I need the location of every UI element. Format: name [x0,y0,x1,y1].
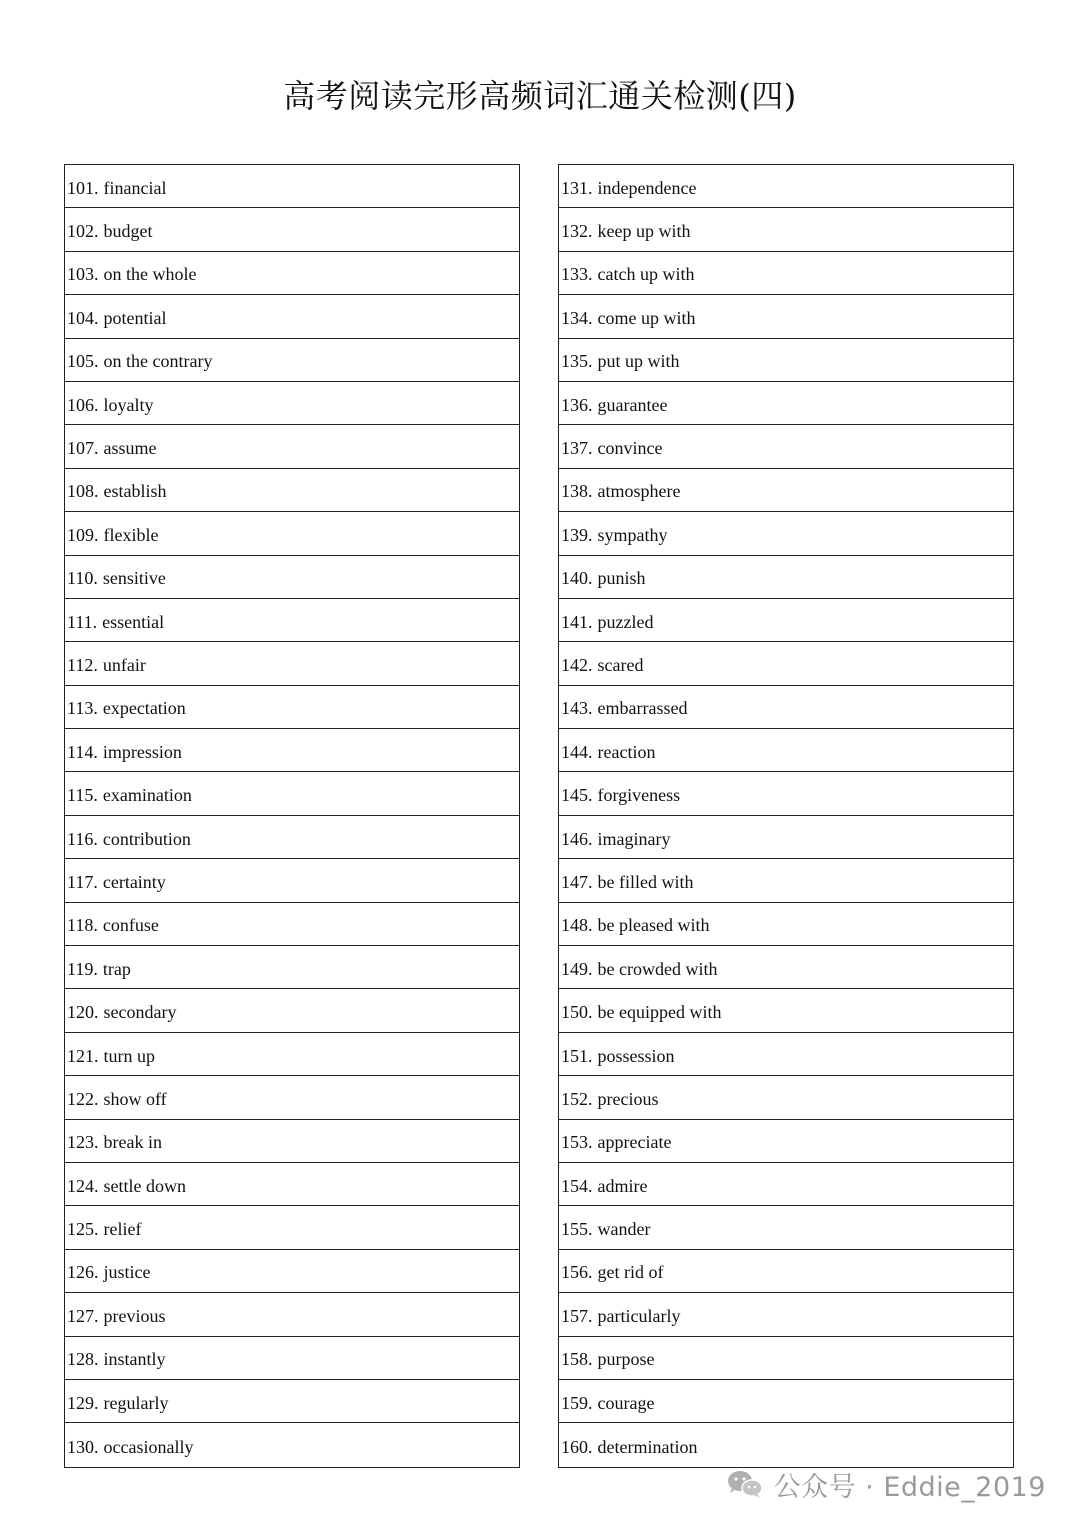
vocab-word: expectation [102,698,186,719]
vocab-number: 105. [67,351,99,372]
vocab-row [559,1076,1013,1119]
vocab-number: 122. [67,1088,99,1109]
vocab-number: 132. [561,221,593,242]
vocab-number: 155. [561,1219,593,1240]
vocab-word: be equipped with [597,1002,722,1023]
vocab-number: 106. [67,394,99,415]
vocab-number: 127. [67,1305,99,1326]
vocab-number: 112. [67,654,98,675]
vocab-word: assume [103,438,157,459]
vocab-number: 142. [561,654,593,675]
vocab-row [559,642,1013,685]
vocab-row [65,1033,519,1076]
vocab-row [65,208,519,251]
vocab-word: justice [103,1262,151,1283]
vocab-row [559,165,1013,208]
vocab-number: 156. [561,1262,593,1283]
vocab-row [65,252,519,295]
vocab-row [559,208,1013,251]
vocab-row [559,772,1013,815]
vocab-row [559,599,1013,642]
vocab-row [559,295,1013,338]
vocab-number: 117. [67,871,98,892]
vocab-word: potential [103,307,167,328]
vocab-word: instantly [103,1349,166,1370]
vocab-row [559,382,1013,425]
vocab-number: 160. [561,1436,593,1457]
vocab-number: 125. [67,1219,99,1240]
vocab-word: admire [597,1175,648,1196]
vocab-row [65,1076,519,1119]
vocab-word: be pleased with [597,915,710,936]
vocab-number: 101. [67,177,99,198]
vocab-row [559,1423,1013,1466]
page-title: 高考阅读完形高频词汇通关检测(四) [283,77,797,115]
vocab-row [65,599,519,642]
vocab-number: 159. [561,1392,593,1413]
vocab-word: precious [597,1088,659,1109]
vocab-number: 104. [67,307,99,328]
vocabulary-table-right [558,164,1014,1468]
vocab-word: come up with [597,307,696,328]
vocab-number: 111. [67,611,98,632]
vocab-word: previous [103,1305,166,1326]
vocab-row [65,1423,519,1466]
vocab-row [559,339,1013,382]
vocab-word: unfair [102,654,146,675]
vocab-number: 102. [67,221,99,242]
vocab-number: 107. [67,438,99,459]
vocab-word: settle down [103,1175,186,1196]
vocab-number: 134. [561,307,593,328]
vocab-word: establish [103,481,167,502]
vocab-row [65,556,519,599]
vocab-word: get rid of [597,1262,664,1283]
vocab-word: confuse [102,915,159,936]
vocab-number: 128. [67,1349,99,1370]
vocab-row [65,1293,519,1336]
vocab-word: budget [103,221,153,242]
vocab-row [65,382,519,425]
vocab-word: loyalty [103,394,154,415]
vocab-row [559,1250,1013,1293]
vocab-number: 121. [67,1045,99,1066]
vocab-word: convince [597,438,663,459]
vocab-number: 114. [67,741,98,762]
vocab-word: embarrassed [597,698,688,719]
vocab-number: 153. [561,1132,593,1153]
vocab-number: 123. [67,1132,99,1153]
vocab-word: be filled with [597,871,694,892]
vocab-row [65,165,519,208]
vocab-word: be crowded with [597,958,718,979]
vocab-number: 148. [561,915,593,936]
vocab-word: punish [597,568,646,589]
vocab-row [559,1163,1013,1206]
vocab-row [559,556,1013,599]
vocab-number: 139. [561,524,593,545]
watermark [726,1464,1046,1504]
vocab-word: contribution [102,828,191,849]
vocab-number: 133. [561,264,593,285]
vocab-number: 141. [561,611,593,632]
vocab-row [65,729,519,772]
vocab-row [559,946,1013,989]
vocab-word: determination [597,1436,698,1457]
vocab-row [559,512,1013,555]
vocab-row [65,1206,519,1249]
vocab-number: 119. [67,958,98,979]
vocab-row [559,686,1013,729]
vocab-row [559,816,1013,859]
vocab-word: forgiveness [597,785,681,806]
vocab-word: reaction [597,741,656,762]
vocab-word: secondary [103,1002,177,1023]
vocab-word: scared [597,654,644,675]
vocab-row [65,1163,519,1206]
vocab-number: 158. [561,1349,593,1370]
vocab-number: 110. [67,568,98,589]
vocab-word: show off [103,1088,167,1109]
vocab-word: impression [102,741,182,762]
vocab-word: purpose [597,1349,655,1370]
vocab-number: 129. [67,1392,99,1413]
vocab-number: 151. [561,1045,593,1066]
vocab-row [65,1380,519,1423]
vocab-word: courage [597,1392,655,1413]
vocab-number: 150. [561,1002,593,1023]
vocab-number: 152. [561,1088,593,1109]
vocab-row [559,903,1013,946]
vocab-row [65,295,519,338]
vocab-number: 124. [67,1175,99,1196]
vocab-row [559,469,1013,512]
vocab-row [65,1250,519,1293]
vocab-number: 118. [67,915,98,936]
vocab-number: 144. [561,741,593,762]
wechat-icon [726,1469,764,1499]
vocab-row [559,1120,1013,1163]
vocab-row [559,252,1013,295]
vocab-word: essential [102,611,165,632]
vocab-number: 137. [561,438,593,459]
vocab-number: 126. [67,1262,99,1283]
vocab-word: keep up with [597,221,691,242]
vocab-number: 130. [67,1436,99,1457]
vocab-row [65,512,519,555]
vocab-number: 113. [67,698,98,719]
vocab-row [559,1293,1013,1336]
vocab-number: 120. [67,1002,99,1023]
vocab-word: financial [103,177,167,198]
vocab-word: relief [103,1219,142,1240]
vocab-word: possession [597,1045,675,1066]
vocab-number: 147. [561,871,593,892]
vocab-row [65,339,519,382]
vocab-word: put up with [597,351,680,372]
vocab-word: sensitive [102,568,166,589]
vocab-number: 108. [67,481,99,502]
watermark-text: 公众号 · Eddie_2019 [773,1471,1046,1503]
vocab-number: 146. [561,828,593,849]
vocab-row [559,859,1013,902]
vocab-row [65,469,519,512]
vocab-number: 116. [67,828,98,849]
vocab-row [559,989,1013,1032]
vocab-row [65,686,519,729]
vocab-word: flexible [103,524,159,545]
vocabulary-table-left [64,164,520,1468]
vocab-number: 138. [561,481,593,502]
vocab-row [65,989,519,1032]
vocab-word: appreciate [597,1132,672,1153]
vocab-row [559,1033,1013,1076]
vocab-number: 154. [561,1175,593,1196]
vocab-row [65,642,519,685]
vocab-word: occasionally [103,1436,194,1457]
vocab-row [65,946,519,989]
vocab-word: independence [597,177,697,198]
vocab-word: on the contrary [103,351,213,372]
vocab-word: regularly [103,1392,169,1413]
vocab-word: turn up [103,1045,155,1066]
vocab-word: trap [102,958,131,979]
vocab-number: 145. [561,785,593,806]
vocab-number: 157. [561,1305,593,1326]
vocab-word: wander [597,1219,651,1240]
vocab-word: on the whole [103,264,197,285]
vocab-word: examination [102,785,192,806]
vocab-number: 115. [67,785,98,806]
vocab-row [559,1337,1013,1380]
vocab-number: 109. [67,524,99,545]
vocab-word: imaginary [597,828,671,849]
vocab-word: guarantee [597,394,668,415]
vocab-word: puzzled [597,611,654,632]
vocab-row [559,425,1013,468]
vocab-number: 135. [561,351,593,372]
vocab-number: 143. [561,698,593,719]
vocab-row [65,816,519,859]
vocab-word: certainty [102,871,166,892]
vocab-row [65,1337,519,1380]
vocab-number: 131. [561,177,593,198]
vocab-row [65,772,519,815]
vocab-number: 136. [561,394,593,415]
vocab-row [559,1206,1013,1249]
vocab-word: catch up with [597,264,695,285]
vocab-row [65,859,519,902]
vocab-word: particularly [597,1305,681,1326]
vocab-number: 140. [561,568,593,589]
vocab-row [65,425,519,468]
vocab-number: 149. [561,958,593,979]
vocab-row [559,1380,1013,1423]
vocab-word: atmosphere [597,481,681,502]
vocab-row [65,903,519,946]
vocab-row [65,1120,519,1163]
vocab-word: sympathy [597,524,668,545]
vocab-word: break in [103,1132,162,1153]
vocab-number: 103. [67,264,99,285]
vocab-row [559,729,1013,772]
